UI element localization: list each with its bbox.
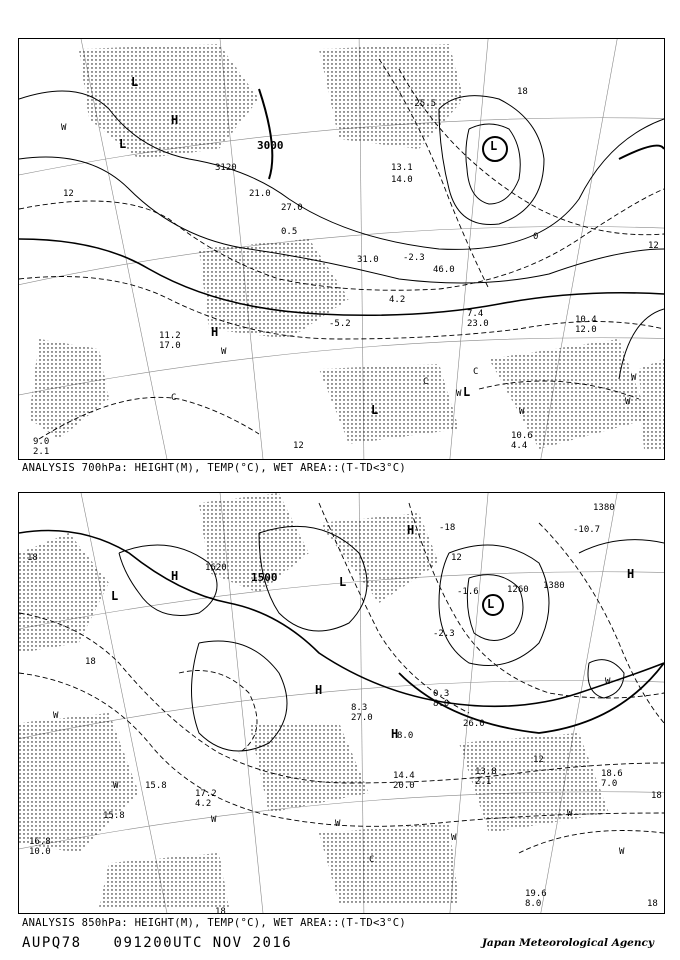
high-pressure-center: H <box>171 113 179 127</box>
station-value: 13.1 <box>391 163 413 173</box>
low-pressure-center: L <box>490 139 498 153</box>
cold-marker: C <box>473 367 479 377</box>
station-value: 18.6 <box>601 769 623 779</box>
contour-label: 12 <box>451 553 462 563</box>
station-value: 10.0 <box>29 847 51 857</box>
low-pressure-center: L <box>131 75 139 89</box>
station-value: 4.2 <box>389 295 406 305</box>
station-value: -2.3 <box>403 253 425 263</box>
high-pressure-center: H <box>627 567 635 581</box>
wet-area <box>19 493 609 908</box>
station-value: 16.8 <box>29 837 51 847</box>
valid-time: 091200UTC NOV 2016 <box>113 935 293 951</box>
station-value: 0.3 <box>433 689 450 699</box>
station-value: -1.6 <box>457 587 479 597</box>
station-value: -5.2 <box>329 319 351 329</box>
station-value: 15.8 <box>103 811 125 821</box>
warm-marker: W <box>53 711 59 721</box>
high-pressure-center: H <box>315 683 323 697</box>
map-700hpa <box>19 39 664 459</box>
station-value: 2.1 <box>33 447 50 457</box>
contour-label: 18 <box>517 87 528 97</box>
contour-label: 1620 <box>205 563 227 573</box>
station-value: -18 <box>439 523 456 533</box>
station-value: 27.0 <box>351 713 373 723</box>
panel-caption-850hpa: ANALYSIS 850hPa: HEIGHT(M), TEMP(°C), WET AREA::(T-TD<3°C) <box>22 917 407 929</box>
warm-marker: W <box>211 815 217 825</box>
wet-area <box>29 44 664 449</box>
high-pressure-center: H <box>407 523 415 537</box>
chart-identifier <box>22 935 314 951</box>
station-value: -10.7 <box>573 525 601 535</box>
contour-label: 12 <box>293 441 304 451</box>
cold-marker: C <box>369 855 375 865</box>
low-pressure-center: L <box>371 403 379 417</box>
station-value: 8.0 <box>433 699 450 709</box>
station-value: 8.3 <box>351 703 368 713</box>
contour-label: 18 <box>85 657 96 667</box>
warm-marker: W <box>456 389 462 399</box>
station-value: 4.2 <box>195 799 212 809</box>
warm-marker: W <box>619 847 625 857</box>
contour-label: 12 <box>533 755 544 765</box>
station-value: 8.0 <box>525 899 542 909</box>
contour-label: 3000 <box>257 139 284 152</box>
low-pressure-center: L <box>119 137 127 151</box>
station-value: 13.8 <box>475 767 497 777</box>
contour-label: 1380 <box>543 581 565 591</box>
station-value: 21.0 <box>249 189 271 199</box>
station-value: 19.6 <box>525 889 547 899</box>
station-value: 10.6 <box>511 431 533 441</box>
height-contours <box>19 526 664 751</box>
station-value: 27.0 <box>281 203 303 213</box>
station-value: 14.4 <box>393 771 415 781</box>
warm-marker: W <box>113 781 119 791</box>
contour-label: 3120 <box>215 163 237 173</box>
station-value: 9.0 <box>33 437 50 447</box>
warm-marker: W <box>221 347 227 357</box>
contour-label: 18 <box>651 791 662 801</box>
high-pressure-center: H <box>391 727 399 741</box>
contour-label: 18 <box>647 899 658 909</box>
warm-marker: W <box>519 407 525 417</box>
contour-label: 1500 <box>251 571 278 584</box>
station-value: 10.4 <box>575 315 597 325</box>
low-pressure-center: L <box>339 575 347 589</box>
station-value: 14.0 <box>391 175 413 185</box>
station-value: 7.4 <box>467 309 484 319</box>
station-value: 31.0 <box>357 255 379 265</box>
map-panel-700hpa <box>18 38 665 460</box>
warm-marker: W <box>567 809 573 819</box>
low-pressure-center: L <box>487 597 495 611</box>
station-value: 23.0 <box>467 319 489 329</box>
warm-marker: W <box>335 819 341 829</box>
agency-name: Japan Meteorological Agency <box>481 937 654 949</box>
warm-marker: W <box>605 677 611 687</box>
station-value: -25.5 <box>409 99 437 109</box>
low-pressure-center: L <box>463 385 471 399</box>
station-value: 46.0 <box>433 265 455 275</box>
station-value: 17.0 <box>159 341 181 351</box>
map-850hpa <box>19 493 664 913</box>
contour-label: 18 <box>215 907 226 914</box>
map-panel-850hpa <box>18 492 665 914</box>
contour-label: 1380 <box>593 503 615 513</box>
high-pressure-center: H <box>171 569 179 583</box>
warm-marker: W <box>451 833 457 843</box>
warm-marker: W <box>61 123 67 133</box>
contour-label: 18 <box>27 553 38 563</box>
contour-label: 0 <box>533 232 539 242</box>
station-value: 4.4 <box>511 441 528 451</box>
warm-marker: W <box>625 397 631 407</box>
contour-label: 1260 <box>507 585 529 595</box>
cold-marker: C <box>423 377 429 387</box>
cold-marker: C <box>171 393 177 403</box>
contour-label: 12 <box>648 241 659 251</box>
contour-label: 12 <box>63 189 74 199</box>
station-value: 15.8 <box>145 781 167 791</box>
station-value: 20.0 <box>393 781 415 791</box>
panel-caption-700hpa: ANALYSIS 700hPa: HEIGHT(M), TEMP(°C), WET AREA::(T-TD<3°C) <box>22 462 407 474</box>
station-value: 17.2 <box>195 789 217 799</box>
station-value: 11.2 <box>159 331 181 341</box>
station-value: 2.1 <box>475 777 492 787</box>
low-pressure-center: L <box>111 589 119 603</box>
station-value: 7.0 <box>601 779 618 789</box>
station-value: 26.0 <box>463 719 485 729</box>
warm-marker: W <box>631 373 637 383</box>
station-value: -2.3 <box>433 629 455 639</box>
high-pressure-center: H <box>211 325 219 339</box>
station-value: 8.0 <box>397 731 414 741</box>
station-value: 12.0 <box>575 325 597 335</box>
product-code: AUPQ78 <box>22 935 82 951</box>
station-value: 0.5 <box>281 227 298 237</box>
